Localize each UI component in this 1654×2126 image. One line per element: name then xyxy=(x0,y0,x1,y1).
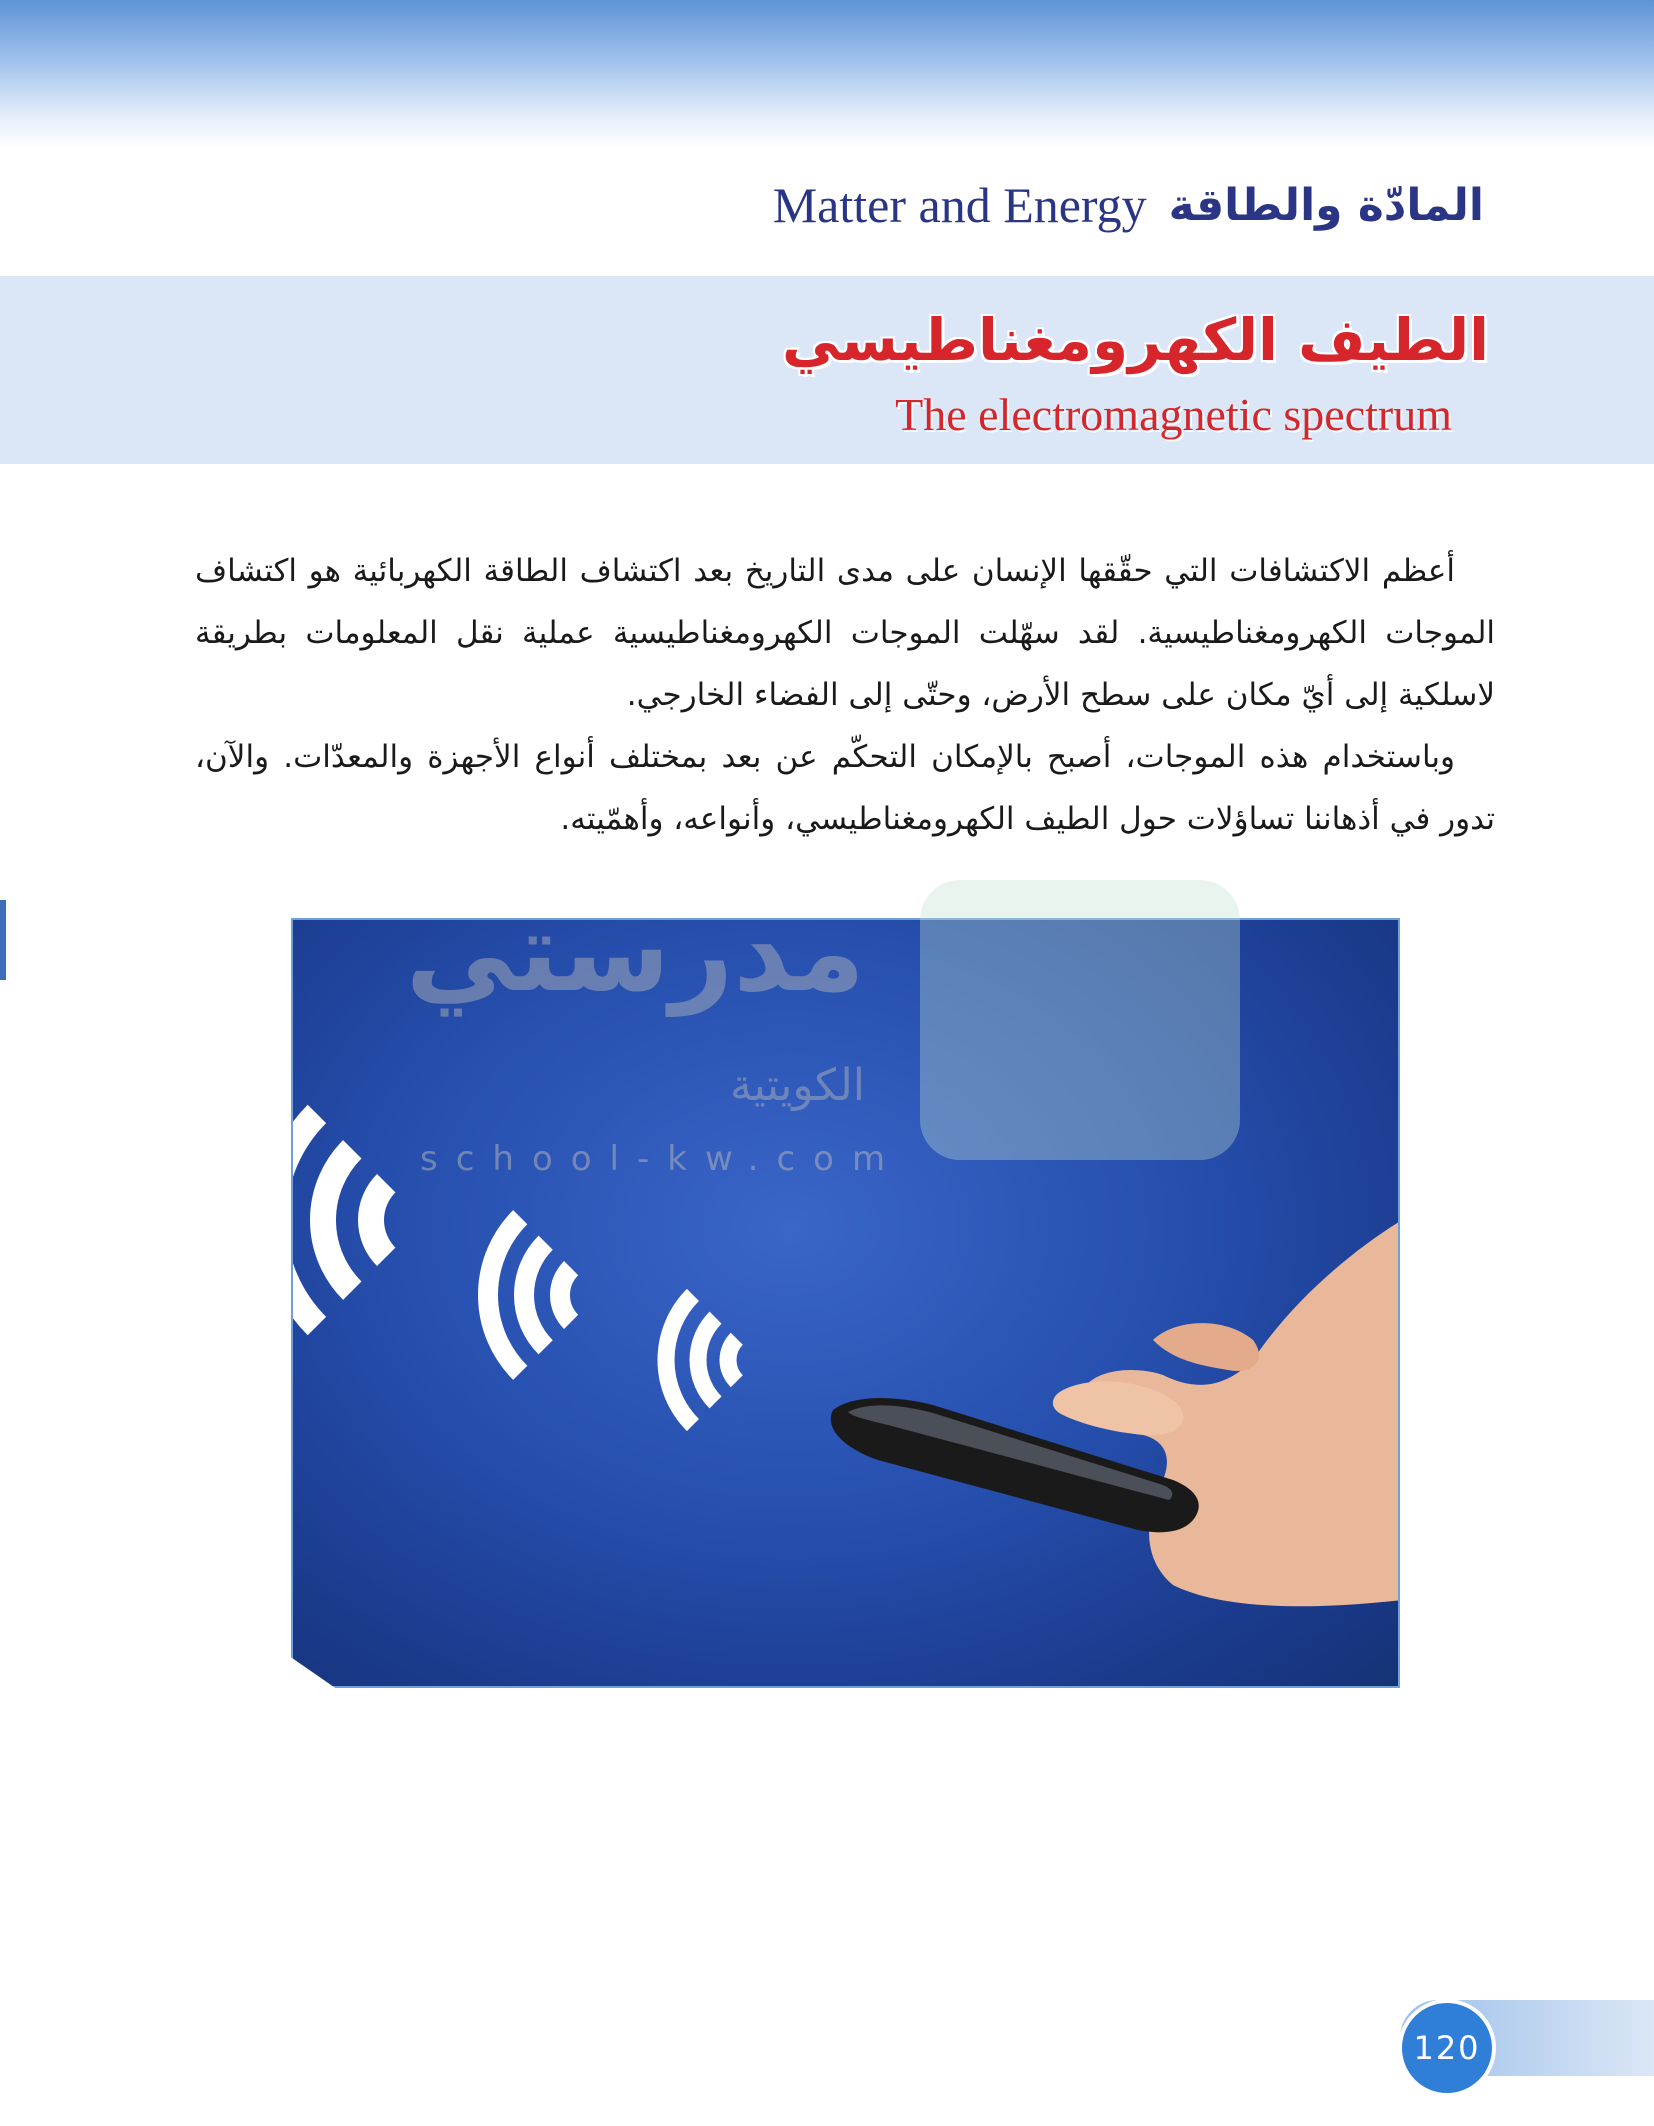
chapter-header xyxy=(773,170,1484,240)
section-title-arabic: الطيف الكهرومغناطيسي xyxy=(781,306,1489,374)
wireless-phone-photo xyxy=(291,918,1400,1688)
paragraph-2: وباستخدام هذه الموجات، أصبح بالإمكان التحكّم عن بعد بمختلف أنواع الأجهزة والمعدّات. والآن، تدور في أذهاننا تساؤلات حول الطيف الكهرومغناطيسي، وأنواعه، وأهمّيته. xyxy=(195,739,1495,837)
side-accent-bar xyxy=(0,900,6,980)
photo-illustration xyxy=(293,920,1400,1688)
top-gradient-band xyxy=(0,0,1654,150)
page-number: 120 xyxy=(1398,1999,1496,2097)
wifi-icon xyxy=(442,1217,598,1373)
wifi-icon xyxy=(293,1114,423,1326)
watermark-name: مدرستي xyxy=(405,888,865,1016)
chapter-title-english: Matter and Energy xyxy=(772,177,1147,233)
chapter-title-arabic: المادّة والطاقة xyxy=(1168,179,1484,231)
body-text xyxy=(195,540,1495,850)
wifi-icon xyxy=(628,1295,758,1425)
section-title-english: The electromagnetic spectrum xyxy=(895,389,1452,440)
watermark-url: school-kw.com xyxy=(420,1139,904,1179)
paragraph-1: أعظم الاكتشافات التي حقّقها الإنسان على مدى التاريخ بعد اكتشاف الطاقة الكهربائية هو اكتشاف الموجات الكهرومغناطيسية. لقد سهّلت الموجات الكهرومغناطيسية عملية نقل المعلومات بطريقة لاسلكية إلى أيّ مكان على سطح الأرض، وحتّى إلى الفضاء الخارجي. xyxy=(195,553,1495,713)
watermark-subtitle: الكويتية xyxy=(729,1060,865,1111)
